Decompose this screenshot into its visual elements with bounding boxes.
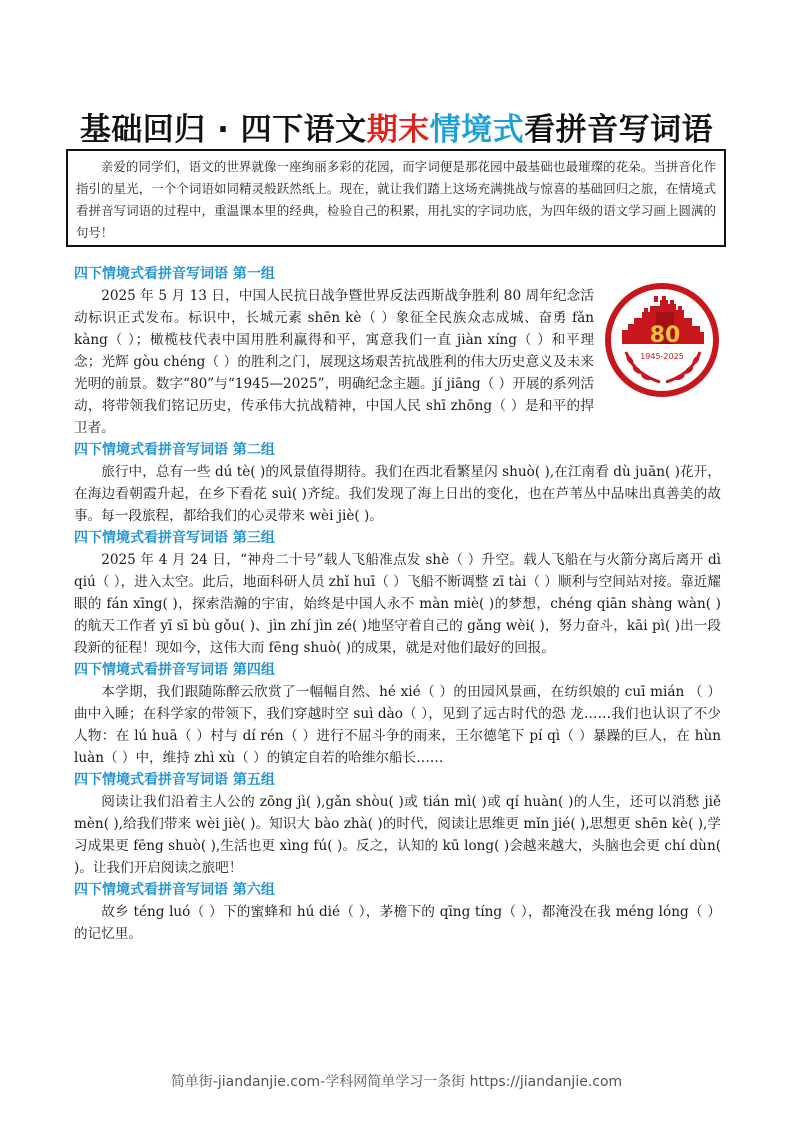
group-4-title: 四下情境式看拼音写词语 第四组 — [74, 662, 275, 678]
group-5-title: 四下情境式看拼音写词语 第五组 — [74, 772, 275, 788]
page-footer: 简单街-jiandanjie.com-学科网简单学习一条街 https://jiandanjie.com — [170, 1074, 623, 1090]
page-title — [0, 104, 793, 149]
group-4-text: 本学期，我们跟随陈醉云欣赏了一幅幅自然、hé xié（ ）的田园风景画，在纺织娘的 cuī mián （ ）曲中入睡；在科学家的带领下，我们穿越时空 suì dào（ ），见到了远古时代的恐 龙……我们也认识了不少人物：在 lú huā（ ）村与 dí rén（ ）进行不屈斗争的雨来，王尔德笔下 pí qì（ ）暴躁的巨人，在 hùn luàn（ ）中，维持 zhì xù（ ）的镇定自若的哈维尔船长…… — [74, 684, 721, 766]
title-part-3: 情境式 — [429, 112, 525, 148]
logo-number: 80 — [649, 323, 681, 348]
title-part-2: 期末 — [366, 112, 430, 148]
group-2-title: 四下情境式看拼音写词语 第二组 — [74, 442, 275, 458]
group-6-text: 故乡 téng luó（ ）下的蜜蜂和 hú dié（ ），茅檐下的 qīng tíng（ ），都淹没在我 méng lóng（ ）的记忆里。 — [74, 904, 721, 942]
logo-years: 1945-2025 — [640, 352, 684, 361]
group-6-title: 四下情境式看拼音写词语 第六组 — [74, 882, 275, 898]
group-5-text: 阅读让我们沿着主人公的 zōng jì( ),gǎn shòu( )或 tián mì( )或 qí huàn( )的人生，还可以消愁 jiě mèn( ),给我们带来 wèi jiè( )。知识大 bào zhà( )的时代，阅读让思维更 mǐn jié( ),思想更 shēn kè( ),学习成果更 fēng shuò( ),生活也更 xìng fú( )。反之，认知的 kū long( )会越来越大，头脑也会更 chí dùn( )。让我们开启阅读之旅吧！ — [74, 794, 721, 876]
exercise-content — [74, 263, 721, 945]
group-2-text: 旅行中，总有一些 dú tè( )的风景值得期待。我们在西北看繁星闪 shuò( ),在江南看 dù juān( )花开，在海边看朝霞升起，在乡下看花 suì( )齐绽。我们发现了海上日出的变化，也在芦苇丛中品味出真善美的故事。每一段旅程，都给我们的心灵带来 wèi jiè( )。 — [74, 464, 721, 524]
group-1-title: 四下情境式看拼音写词语 第一组 — [74, 266, 275, 282]
group-1-text: 2025 年 5 月 13 日，中国人民抗日战争暨世界反法西斯战争胜利 80 周年纪念活动标识正式发布。标识中，长城元素 shēn kè（ ）象征全民族众志成城、奋勇 fǎn kàng（ ）；橄榄枝代表中国用胜利赢得和平，寓意我们一直 jiàn xíng（ ）和平理念；光辉 gòu chéng（ ）的胜利之门，展现这场艰苦抗战胜利的伟大历史意义及未来光明的前景。数字“80”与“1945—2025”，明确纪念主题。jí jiāng（ ）开展的系列活动，将带领我们铭记历史，传承伟大抗战精神，中国人民 shī zhōng（ ）是和平的捍卫者。 — [74, 288, 594, 436]
title-part-1: 基础回归 · 四下语文 — [79, 112, 367, 148]
group-3-title: 四下情境式看拼音写词语 第三组 — [74, 530, 275, 546]
intro-box: 亲爱的同学们，语文的世界就像一座绚丽多彩的花园，而字词便是那花园中最基础也最璀璨的花朵。当拼音化作指引的星光，一个个词语如同精灵般跃然纸上。现在，就让我们踏上这场充满挑战与惊喜的基础回归之旅，在情境式看拼音写词语的过程中，重温课本里的经典，检验自己的积累，用扎实的字词功底，为四年级的语文学习画上圆满的句号！ — [66, 149, 726, 247]
group-3-text: 2025 年 4 月 24 日，“神舟二十号”载人飞船准点发 shè（ ）升空。载人飞船在与火箭分离后离开 dì qiú（ ），进入太空。此后，地面科研人员 zhǐ huī（ ）飞船不断调整 zī tài（ ）顺利与空间站对接。靠近耀眼的 fán xīng( )，探索浩瀚的宇宙，始终是中国人永不 màn miè( )的梦想，chéng qiān shàng wàn( )的航天工作者 yī sī bù gǒu( )、jìn zhí jìn zé( )地坚守着自己的 gǎng wèi( )，努力奋斗，kāi pì( )出一段段新的征程！现如今，这伟大而 fēng shuò( )的成果，就是对他们最好的回报。 — [74, 552, 721, 656]
title-part-4: 看拼音写词语 — [524, 112, 714, 148]
